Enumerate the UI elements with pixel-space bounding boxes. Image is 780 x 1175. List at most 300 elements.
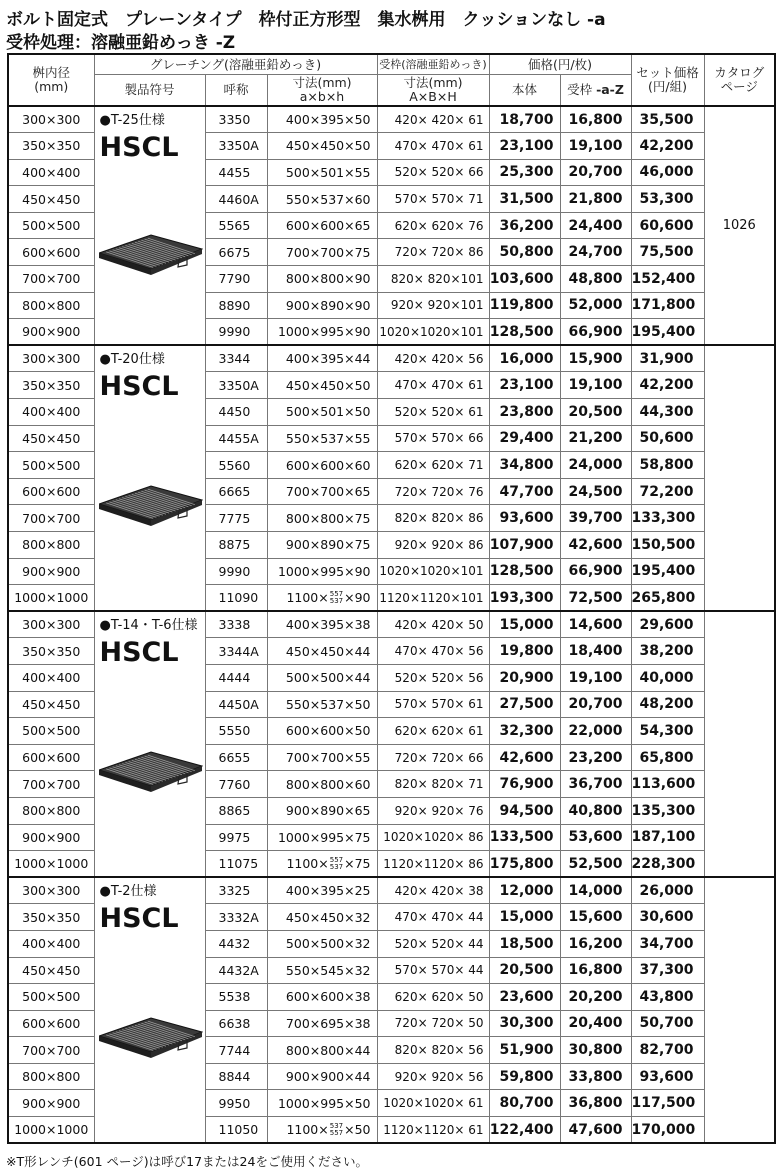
frame-price-cell: 14,600 — [560, 611, 631, 638]
grating-dim-cell: 450×450×50 — [267, 372, 377, 399]
table-row — [8, 106, 775, 133]
grating-dim-cell: 800×800×44 — [267, 1037, 377, 1064]
dim-fraction-bottom: 557 — [329, 1129, 344, 1138]
set-price-cell: 75,500 — [631, 239, 704, 266]
inner-diameter-cell: 400×400 — [8, 930, 94, 957]
grating-dim-cell — [267, 585, 377, 612]
inner-diameter-cell: 700×700 — [8, 1037, 94, 1064]
nominal-cell: 5565 — [205, 212, 267, 239]
header-nominal: 呼称 — [205, 75, 267, 107]
frame-dim-cell: 820× 820× 86 — [377, 505, 489, 532]
nominal-cell: 4432A — [205, 957, 267, 984]
dim-fraction — [330, 591, 343, 605]
body-price-cell: 16,000 — [489, 345, 560, 372]
nominal-cell: 3344 — [205, 345, 267, 372]
set-price-cell: 50,600 — [631, 425, 704, 452]
set-price-cell: 40,000 — [631, 664, 704, 691]
grating-dim-cell: 800×800×90 — [267, 266, 377, 293]
grating-dim-cell: 700×695×38 — [267, 1010, 377, 1037]
grating-dim-cell — [267, 851, 377, 878]
inner-diameter-cell: 800×800 — [8, 797, 94, 824]
nominal-cell: 5550 — [205, 718, 267, 745]
frame-dim-cell: 470× 470× 61 — [377, 372, 489, 399]
nominal-cell: 7775 — [205, 505, 267, 532]
header-body-price: 本体 — [489, 75, 560, 107]
grating-image — [99, 742, 203, 798]
body-price-cell: 23,100 — [489, 372, 560, 399]
inner-diameter-cell: 500×500 — [8, 718, 94, 745]
header-set-price-label: セット価格 — [636, 65, 699, 80]
inner-diameter-cell: 900×900 — [8, 319, 94, 346]
dim-fraction-bottom: 537 — [329, 863, 344, 872]
set-price-cell: 195,400 — [631, 558, 704, 585]
frame-price-cell: 16,800 — [560, 957, 631, 984]
spec-label: ●T-2仕様 — [99, 884, 157, 900]
grating-image-icon — [99, 476, 203, 535]
table-header — [8, 54, 775, 106]
page-title: ボルト固定式 プレーンタイプ 枠付正方形型 集水桝用 クッションなし -a — [6, 10, 606, 30]
grating-image-icon — [99, 1008, 203, 1067]
nominal-cell: 3350A — [205, 133, 267, 160]
frame-dim-cell: 920× 920× 76 — [377, 797, 489, 824]
frame-dim-cell: 620× 620× 76 — [377, 212, 489, 239]
grating-dim-cell: 800×800×60 — [267, 771, 377, 798]
nominal-cell: 11090 — [205, 585, 267, 612]
frame-dim-cell: 720× 720× 86 — [377, 239, 489, 266]
frame-price-cell: 42,600 — [560, 532, 631, 559]
nominal-cell: 5560 — [205, 452, 267, 479]
inner-diameter-cell: 400×400 — [8, 159, 94, 186]
nominal-cell: 8875 — [205, 532, 267, 559]
brand-label: HSCL — [99, 903, 179, 935]
nominal-cell: 3332A — [205, 904, 267, 931]
nominal-cell: 6638 — [205, 1010, 267, 1037]
inner-diameter-cell: 300×300 — [8, 345, 94, 372]
catalog-page-cell — [704, 106, 775, 345]
set-price-cell: 152,400 — [631, 266, 704, 293]
body-price-cell: 103,600 — [489, 266, 560, 293]
set-price-cell: 171,800 — [631, 292, 704, 319]
grating-dim-cell: 450×450×44 — [267, 638, 377, 665]
set-price-cell: 65,800 — [631, 744, 704, 771]
set-price-cell: 26,000 — [631, 877, 704, 904]
nominal-cell: 4455 — [205, 159, 267, 186]
frame-price-cell: 36,700 — [560, 771, 631, 798]
grating-image — [99, 476, 203, 532]
body-price-cell: 15,000 — [489, 904, 560, 931]
frame-price-cell: 47,600 — [560, 1117, 631, 1144]
set-price-cell: 48,200 — [631, 691, 704, 718]
frame-dim-cell: 570× 570× 44 — [377, 957, 489, 984]
frame-price-cell: 20,500 — [560, 399, 631, 426]
frame-price-cell: 52,000 — [560, 292, 631, 319]
frame-price-cell: 20,200 — [560, 984, 631, 1011]
body-price-cell: 50,800 — [489, 239, 560, 266]
spec-block — [8, 877, 775, 1143]
header-grating-group: グレーチング(溶融亜鉛めっき) — [94, 54, 377, 75]
frame-dim-cell: 1120×1120× 86 — [377, 851, 489, 878]
set-price-cell: 187,100 — [631, 824, 704, 851]
set-price-cell: 54,300 — [631, 718, 704, 745]
nominal-cell: 5538 — [205, 984, 267, 1011]
grating-dim-cell: 600×600×50 — [267, 718, 377, 745]
inner-diameter-cell: 350×350 — [8, 904, 94, 931]
set-price-cell: 29,600 — [631, 611, 704, 638]
set-price-cell: 46,000 — [631, 159, 704, 186]
brand-label: HSCL — [99, 637, 179, 669]
grating-dim-cell: 500×500×44 — [267, 664, 377, 691]
frame-price-cell: 18,400 — [560, 638, 631, 665]
body-price-cell: 107,900 — [489, 532, 560, 559]
nominal-cell: 11050 — [205, 1117, 267, 1144]
frame-dim-cell: 570× 570× 66 — [377, 425, 489, 452]
frame-price-cell: 21,200 — [560, 425, 631, 452]
body-price-cell: 51,900 — [489, 1037, 560, 1064]
nominal-cell: 11075 — [205, 851, 267, 878]
set-price-cell: 72,200 — [631, 478, 704, 505]
frame-price-cell: 16,800 — [560, 106, 631, 133]
frame-dim-cell: 420× 420× 56 — [377, 345, 489, 372]
dim-prefix: 1100× — [286, 1121, 329, 1137]
frame-price-cell: 72,500 — [560, 585, 631, 612]
set-price-cell: 228,300 — [631, 851, 704, 878]
body-price-cell: 128,500 — [489, 319, 560, 346]
body-price-cell: 34,800 — [489, 452, 560, 479]
body-price-cell: 23,600 — [489, 984, 560, 1011]
inner-diameter-cell: 900×900 — [8, 1090, 94, 1117]
dim-fraction-top: 557 — [329, 856, 344, 865]
price-table — [7, 53, 776, 1144]
inner-diameter-cell: 350×350 — [8, 133, 94, 160]
set-price-cell: 265,800 — [631, 585, 704, 612]
frame-dim-cell: 720× 720× 50 — [377, 1010, 489, 1037]
frame-price-cell: 53,600 — [560, 824, 631, 851]
frame-dim-cell: 620× 620× 50 — [377, 984, 489, 1011]
dim-prefix: 1100× — [286, 589, 329, 605]
nominal-cell: 7790 — [205, 266, 267, 293]
frame-price-cell: 40,800 — [560, 797, 631, 824]
inner-diameter-cell: 700×700 — [8, 771, 94, 798]
inner-diameter-cell: 600×600 — [8, 1010, 94, 1037]
frame-dim-cell: 420× 420× 38 — [377, 877, 489, 904]
grating-dim-cell: 600×600×65 — [267, 212, 377, 239]
inner-diameter-cell: 350×350 — [8, 372, 94, 399]
set-price-cell: 117,500 — [631, 1090, 704, 1117]
frame-price-cell: 15,900 — [560, 345, 631, 372]
nominal-cell: 3344A — [205, 638, 267, 665]
frame-price-cell: 14,000 — [560, 877, 631, 904]
frame-price-cell: 66,900 — [560, 558, 631, 585]
set-price-cell: 60,600 — [631, 212, 704, 239]
frame-dim-cell: 920× 920× 56 — [377, 1063, 489, 1090]
frame-price-cell: 16,200 — [560, 930, 631, 957]
frame-price-cell: 21,800 — [560, 186, 631, 213]
frame-dim-cell: 520× 520× 66 — [377, 159, 489, 186]
nominal-cell: 6675 — [205, 239, 267, 266]
body-price-cell: 25,300 — [489, 159, 560, 186]
body-price-cell: 36,200 — [489, 212, 560, 239]
inner-diameter-cell: 1000×1000 — [8, 585, 94, 612]
frame-dim-cell: 470× 470× 56 — [377, 638, 489, 665]
body-price-cell: 80,700 — [489, 1090, 560, 1117]
grating-dim-cell: 1000×995×90 — [267, 558, 377, 585]
footnote: ※T形レンチ(601 ページ)は呼び17または24をご使用ください。 — [6, 1154, 368, 1169]
frame-price-cell: 19,100 — [560, 372, 631, 399]
inner-diameter-cell: 700×700 — [8, 505, 94, 532]
inner-diameter-cell: 300×300 — [8, 877, 94, 904]
inner-diameter-cell: 400×400 — [8, 399, 94, 426]
body-price-cell: 32,300 — [489, 718, 560, 745]
set-price-cell: 93,600 — [631, 1063, 704, 1090]
grating-image — [99, 225, 203, 281]
frame-dim-cell: 520× 520× 56 — [377, 664, 489, 691]
set-price-cell: 44,300 — [631, 399, 704, 426]
dim-prefix: 1100× — [286, 855, 329, 871]
table-row — [8, 345, 775, 372]
grating-image-icon — [99, 225, 203, 284]
grating-dim-cell: 700×700×65 — [267, 478, 377, 505]
frame-price-cell: 24,000 — [560, 452, 631, 479]
set-price-cell: 170,000 — [631, 1117, 704, 1144]
frame-dim-cell: 420× 420× 50 — [377, 611, 489, 638]
header-grating-dim — [267, 75, 377, 107]
body-price-cell: 93,600 — [489, 505, 560, 532]
inner-diameter-cell: 450×450 — [8, 691, 94, 718]
body-price-cell: 94,500 — [489, 797, 560, 824]
grating-dim-cell: 1000×995×50 — [267, 1090, 377, 1117]
inner-diameter-cell: 350×350 — [8, 638, 94, 665]
set-price-cell: 38,200 — [631, 638, 704, 665]
header-inner-diameter-label: 桝内径 — [32, 65, 70, 80]
set-price-cell: 42,200 — [631, 133, 704, 160]
product-cell — [94, 106, 205, 345]
table-row — [8, 611, 775, 638]
set-price-cell: 113,600 — [631, 771, 704, 798]
frame-dim-cell: 820× 820× 56 — [377, 1037, 489, 1064]
grating-dim-cell: 450×450×32 — [267, 904, 377, 931]
set-price-cell: 82,700 — [631, 1037, 704, 1064]
body-price-cell: 122,400 — [489, 1117, 560, 1144]
nominal-cell: 4450 — [205, 399, 267, 426]
frame-price-cell: 20,700 — [560, 159, 631, 186]
nominal-cell: 6665 — [205, 478, 267, 505]
header-catalog-label: カタログ — [714, 65, 765, 80]
frame-price-cell: 24,500 — [560, 478, 631, 505]
frame-price-cell: 19,100 — [560, 664, 631, 691]
header-product-code: 製品符号 — [94, 75, 205, 107]
frame-dim-cell: 520× 520× 61 — [377, 399, 489, 426]
inner-diameter-cell: 300×300 — [8, 611, 94, 638]
grating-dim-cell: 400×395×50 — [267, 106, 377, 133]
inner-diameter-cell: 800×800 — [8, 532, 94, 559]
nominal-cell: 3325 — [205, 877, 267, 904]
body-price-cell: 175,800 — [489, 851, 560, 878]
nominal-cell: 4460A — [205, 186, 267, 213]
nominal-cell: 4455A — [205, 425, 267, 452]
inner-diameter-cell: 500×500 — [8, 212, 94, 239]
frame-price-cell: 23,200 — [560, 744, 631, 771]
set-price-cell: 30,600 — [631, 904, 704, 931]
catalog-page-value: 1026 — [722, 218, 756, 234]
header-grating-dim-label: 寸法(mm) — [292, 75, 352, 90]
body-price-cell: 193,300 — [489, 585, 560, 612]
frame-price-cell: 48,800 — [560, 266, 631, 293]
brand-label: HSCL — [99, 371, 179, 403]
body-price-cell: 30,300 — [489, 1010, 560, 1037]
set-price-cell: 35,500 — [631, 106, 704, 133]
grating-dim-cell: 500×501×50 — [267, 399, 377, 426]
inner-diameter-cell: 900×900 — [8, 558, 94, 585]
dim-fraction — [330, 857, 343, 871]
frame-price-cell: 52,500 — [560, 851, 631, 878]
frame-price-cell: 20,700 — [560, 691, 631, 718]
grating-dim-cell: 800×800×75 — [267, 505, 377, 532]
frame-dim-cell: 820× 820×101 — [377, 266, 489, 293]
set-price-cell: 135,300 — [631, 797, 704, 824]
spec-label: ●T-14・T-6仕様 — [99, 618, 198, 634]
body-price-cell: 31,500 — [489, 186, 560, 213]
body-price-cell: 42,600 — [489, 744, 560, 771]
header-grating-dim-formula: a×b×h — [299, 89, 345, 104]
spec-block — [8, 106, 775, 345]
body-price-cell: 27,500 — [489, 691, 560, 718]
page-subtitle: 受枠処理：溶融亜鉛めっき -Z — [6, 33, 236, 53]
body-price-cell: 20,500 — [489, 957, 560, 984]
inner-diameter-cell: 600×600 — [8, 239, 94, 266]
frame-dim-cell: 1020×1020× 86 — [377, 824, 489, 851]
grating-dim-cell: 400×395×44 — [267, 345, 377, 372]
header-frame-price-label: 受枠 — [567, 82, 593, 97]
product-cell — [94, 877, 205, 1143]
grating-dim-cell: 400×395×38 — [267, 611, 377, 638]
body-price-cell: 29,400 — [489, 425, 560, 452]
set-price-cell: 58,800 — [631, 452, 704, 479]
grating-dim-cell: 700×700×75 — [267, 239, 377, 266]
grating-dim-cell: 550×545×32 — [267, 957, 377, 984]
inner-diameter-cell: 800×800 — [8, 1063, 94, 1090]
inner-diameter-cell: 500×500 — [8, 984, 94, 1011]
header-set-price — [631, 54, 704, 106]
frame-dim-cell: 1120×1120× 61 — [377, 1117, 489, 1144]
grating-dim-cell: 450×450×50 — [267, 133, 377, 160]
inner-diameter-cell: 450×450 — [8, 957, 94, 984]
header-frame-price — [560, 75, 631, 107]
frame-price-cell: 66,900 — [560, 319, 631, 346]
grating-dim-cell: 550×537×60 — [267, 186, 377, 213]
nominal-cell: 8865 — [205, 797, 267, 824]
nominal-cell: 6655 — [205, 744, 267, 771]
nominal-cell: 3338 — [205, 611, 267, 638]
frame-dim-cell: 1020×1020×101 — [377, 558, 489, 585]
header-frame-dim-label: 寸法(mm) — [403, 75, 463, 90]
nominal-cell: 3350 — [205, 106, 267, 133]
set-price-cell: 34,700 — [631, 930, 704, 957]
spec-block — [8, 611, 775, 877]
body-price-cell: 18,700 — [489, 106, 560, 133]
grating-dim-cell: 500×500×32 — [267, 930, 377, 957]
set-price-cell: 43,800 — [631, 984, 704, 1011]
dim-suffix: ×75 — [344, 855, 371, 871]
grating-dim-cell — [267, 1117, 377, 1144]
frame-dim-cell: 620× 620× 71 — [377, 452, 489, 479]
nominal-cell: 9975 — [205, 824, 267, 851]
nominal-cell: 9990 — [205, 319, 267, 346]
inner-diameter-cell: 1000×1000 — [8, 1117, 94, 1144]
header-frame-dim-formula: A×B×H — [409, 89, 457, 104]
body-price-cell: 19,800 — [489, 638, 560, 665]
frame-dim-cell: 470× 470× 44 — [377, 904, 489, 931]
product-cell — [94, 345, 205, 611]
dim-fraction — [330, 1123, 343, 1137]
nominal-cell: 3350A — [205, 372, 267, 399]
grating-dim-cell: 600×600×38 — [267, 984, 377, 1011]
frame-dim-cell: 820× 820× 71 — [377, 771, 489, 798]
header-frame-group: 受枠(溶融亜鉛めっき) — [377, 54, 489, 75]
body-price-cell: 59,800 — [489, 1063, 560, 1090]
grating-dim-cell: 900×890×65 — [267, 797, 377, 824]
frame-price-cell: 33,800 — [560, 1063, 631, 1090]
set-price-cell: 133,300 — [631, 505, 704, 532]
inner-diameter-cell: 600×600 — [8, 744, 94, 771]
grating-dim-cell: 700×700×55 — [267, 744, 377, 771]
nominal-cell: 9990 — [205, 558, 267, 585]
grating-dim-cell: 900×890×75 — [267, 532, 377, 559]
grating-dim-cell: 1000×995×90 — [267, 319, 377, 346]
header-catalog-page — [704, 54, 775, 106]
inner-diameter-cell: 700×700 — [8, 266, 94, 293]
inner-diameter-cell: 600×600 — [8, 478, 94, 505]
header-set-price-unit: (円/組) — [648, 79, 687, 94]
grating-dim-cell: 900×890×90 — [267, 292, 377, 319]
brand-label: HSCL — [99, 132, 179, 163]
frame-dim-cell: 1020×1020× 61 — [377, 1090, 489, 1117]
frame-dim-cell: 1120×1120×101 — [377, 585, 489, 612]
set-price-cell: 31,900 — [631, 345, 704, 372]
product-cell — [94, 611, 205, 877]
grating-image — [99, 1008, 203, 1064]
body-price-cell: 20,900 — [489, 664, 560, 691]
nominal-cell: 8890 — [205, 292, 267, 319]
inner-diameter-cell: 900×900 — [8, 824, 94, 851]
body-price-cell: 15,000 — [489, 611, 560, 638]
nominal-cell: 4444 — [205, 664, 267, 691]
body-price-cell: 47,700 — [489, 478, 560, 505]
frame-dim-cell: 420× 420× 61 — [377, 106, 489, 133]
header-price-group: 価格(円/枚) — [489, 54, 631, 75]
frame-price-cell: 24,400 — [560, 212, 631, 239]
body-price-cell: 18,500 — [489, 930, 560, 957]
set-price-cell: 53,300 — [631, 186, 704, 213]
body-price-cell: 128,500 — [489, 558, 560, 585]
grating-dim-cell: 1000×995×75 — [267, 824, 377, 851]
inner-diameter-cell: 1000×1000 — [8, 851, 94, 878]
frame-price-cell: 39,700 — [560, 505, 631, 532]
grating-dim-cell: 900×900×44 — [267, 1063, 377, 1090]
header-inner-diameter — [8, 54, 94, 106]
frame-dim-cell: 520× 520× 44 — [377, 930, 489, 957]
frame-dim-cell: 720× 720× 66 — [377, 744, 489, 771]
dim-fraction-top: 557 — [329, 590, 344, 599]
frame-dim-cell: 1020×1020×101 — [377, 319, 489, 346]
inner-diameter-cell: 300×300 — [8, 106, 94, 133]
frame-price-cell: 19,100 — [560, 133, 631, 160]
frame-price-cell: 22,000 — [560, 718, 631, 745]
set-price-cell: 150,500 — [631, 532, 704, 559]
nominal-cell: 9950 — [205, 1090, 267, 1117]
header-frame-price-suffix: -a-Z — [596, 82, 624, 97]
header-catalog-page-label: ページ — [720, 79, 758, 94]
grating-dim-cell: 500×501×55 — [267, 159, 377, 186]
